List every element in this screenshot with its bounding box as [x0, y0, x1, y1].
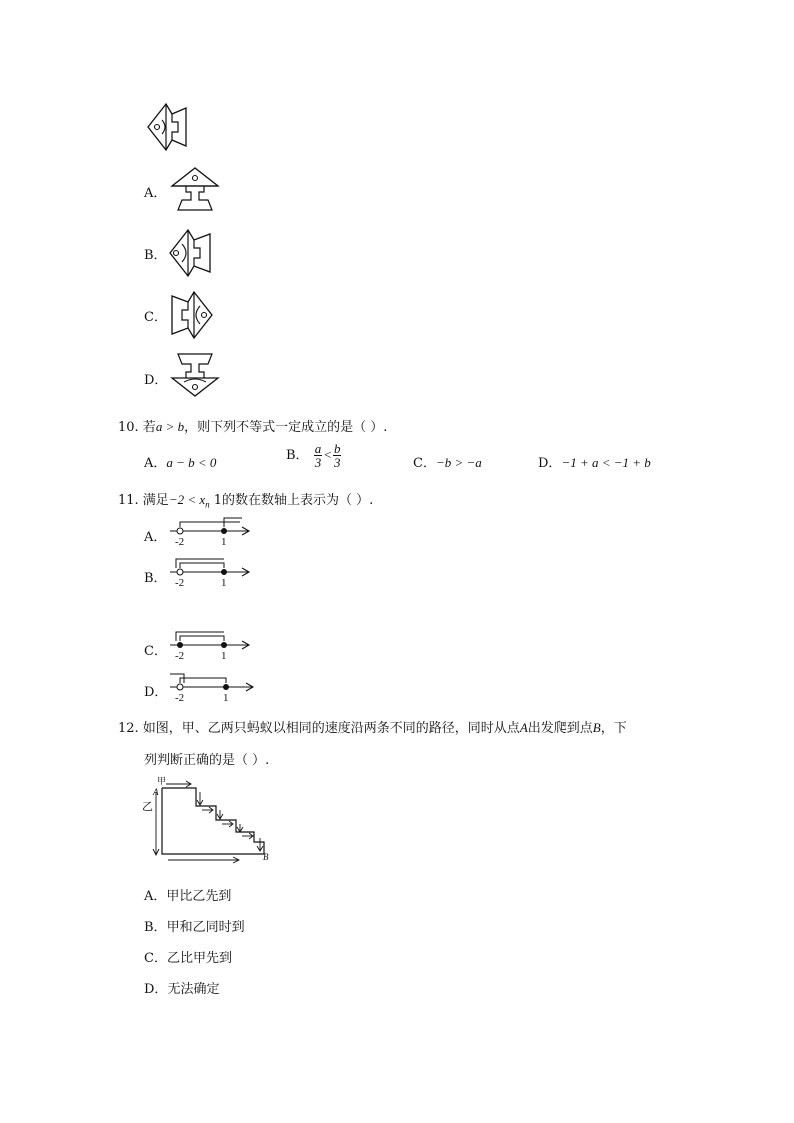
q12-figure-label-yi: 乙 — [142, 800, 153, 813]
q11-option-c-numberline — [166, 626, 256, 666]
q12-stem-line2 — [144, 749, 269, 768]
q10-option-a-label: A． — [144, 456, 167, 471]
q12-option-c-label: C． — [144, 951, 167, 966]
q11-option-d-left-tick: -2 — [175, 692, 185, 704]
q12-stem-line1-prefix: 12. 如图，甲、乙两只蚂蚁以相同的速度沿两条不同的路径，同时从点 — [118, 721, 520, 736]
q10-option-b-frac-left-num: a — [314, 441, 322, 456]
q11-stem-prefix: 11. 满足 — [118, 493, 169, 508]
q10-option-b-frac-left-den: 3 — [314, 455, 322, 470]
q11-option-b-left-tick: -2 — [175, 577, 185, 589]
q11-option-c-label: C． — [144, 644, 167, 659]
q12-option-a-text: 甲比乙先到 — [166, 889, 232, 904]
q12-figure-label-jia: 甲 — [157, 777, 167, 787]
q10-option-d[interactable] — [538, 452, 651, 471]
q11-option-d-label: D． — [144, 685, 168, 700]
q10-option-c-label: C． — [413, 456, 436, 471]
q10-stem-prefix: 10. 若 — [118, 420, 156, 435]
q12-stem-point-a: A — [519, 720, 528, 735]
q12-option-b[interactable] — [144, 916, 245, 935]
q10-option-b-frac-right — [333, 442, 342, 469]
q11-option-b-label: B． — [144, 571, 167, 586]
q9-option-c-figure — [168, 290, 214, 344]
q12-stem-point-b: B — [592, 720, 601, 735]
q11-option-c-right-tick: 1 — [221, 650, 227, 662]
q9-original-figure — [146, 102, 190, 156]
q11-option-b-numberline — [166, 553, 256, 593]
q9-option-b-label: B． — [144, 248, 167, 263]
q10-option-b-label: B． — [286, 448, 309, 463]
q9-option-d-figure — [170, 352, 220, 402]
q10-option-d-label: D． — [538, 456, 562, 471]
q10-option-b-frac-right-den: 3 — [333, 455, 341, 470]
q12-stem-line1-suffix: ，下 — [600, 721, 627, 736]
q11-option-a-left-tick: -2 — [175, 536, 185, 548]
q12-option-d-label: D． — [144, 982, 168, 997]
q12-stem-line1 — [118, 717, 627, 736]
q9-option-a[interactable] — [144, 182, 166, 201]
q12-option-c[interactable] — [144, 947, 232, 966]
q10-stem-suffix: ，则下列不等式一定成立的是（ ）. — [184, 420, 388, 435]
q12-option-c-text: 乙比甲先到 — [166, 951, 232, 966]
q12-stem-line2-text: 列判断正确的是（ ）. — [144, 753, 270, 768]
q9-option-b[interactable] — [144, 244, 167, 263]
q9-option-b-figure — [168, 228, 214, 282]
q12-option-b-text: 甲和乙同时到 — [166, 920, 245, 935]
q11-option-a[interactable] — [144, 526, 166, 545]
q12-option-b-label: B． — [144, 920, 167, 935]
q10-option-b-frac-left — [314, 442, 323, 469]
q10-option-b-operator: < — [323, 447, 332, 462]
q11-option-d-right-tick: 1 — [223, 692, 229, 704]
q9-option-a-figure — [170, 166, 220, 216]
q9-option-c[interactable] — [144, 306, 167, 325]
q10-stem-condition: a > b — [155, 419, 185, 434]
q12-option-d[interactable] — [144, 978, 219, 997]
q10-option-c[interactable] — [413, 452, 482, 471]
q12-option-a[interactable] — [144, 885, 231, 904]
q12-stem-line1-mid: 出发爬到点 — [527, 721, 593, 736]
q10-option-d-expr: −1 + a < −1 + b — [561, 455, 651, 470]
q9-option-d[interactable] — [144, 369, 167, 388]
q11-stem — [118, 489, 373, 510]
q11-option-a-label: A． — [144, 530, 167, 545]
q12-option-a-label: A． — [144, 889, 167, 904]
q11-stem-suffix: 的数在数轴上表示为（ ）. — [222, 493, 374, 508]
q10-option-b[interactable] — [286, 442, 342, 469]
q11-stem-subscript: n — [205, 499, 210, 510]
q10-option-c-expr: −b > −a — [435, 455, 482, 470]
q10-option-a-expr: a − b < 0 — [166, 455, 217, 470]
q12-option-d-text: 无法确定 — [167, 982, 220, 997]
q11-option-b[interactable] — [144, 567, 167, 586]
q10-stem — [118, 416, 387, 435]
q10-option-a[interactable] — [144, 452, 216, 471]
q11-stem-one: 1 — [209, 493, 223, 508]
q10-option-b-frac-right-num: b — [333, 441, 341, 456]
q12-figure-label-a: A — [153, 787, 159, 797]
q11-option-a-right-tick: 1 — [221, 536, 227, 548]
q9-option-d-label: D． — [144, 373, 168, 388]
q11-option-c-left-tick: -2 — [175, 650, 185, 662]
q11-stem-condition: −2 < x — [168, 492, 206, 507]
q11-option-d-numberline — [166, 668, 260, 708]
q12-figure-label-b: B — [263, 852, 269, 862]
q11-option-c[interactable] — [144, 640, 167, 659]
q11-option-b-right-tick: 1 — [221, 577, 227, 589]
q9-option-a-label: A． — [144, 186, 167, 201]
q12-staircase-figure — [142, 776, 278, 870]
q11-option-d[interactable] — [144, 681, 167, 700]
q11-option-a-numberline — [166, 512, 256, 552]
q9-option-c-label: C． — [144, 310, 167, 325]
